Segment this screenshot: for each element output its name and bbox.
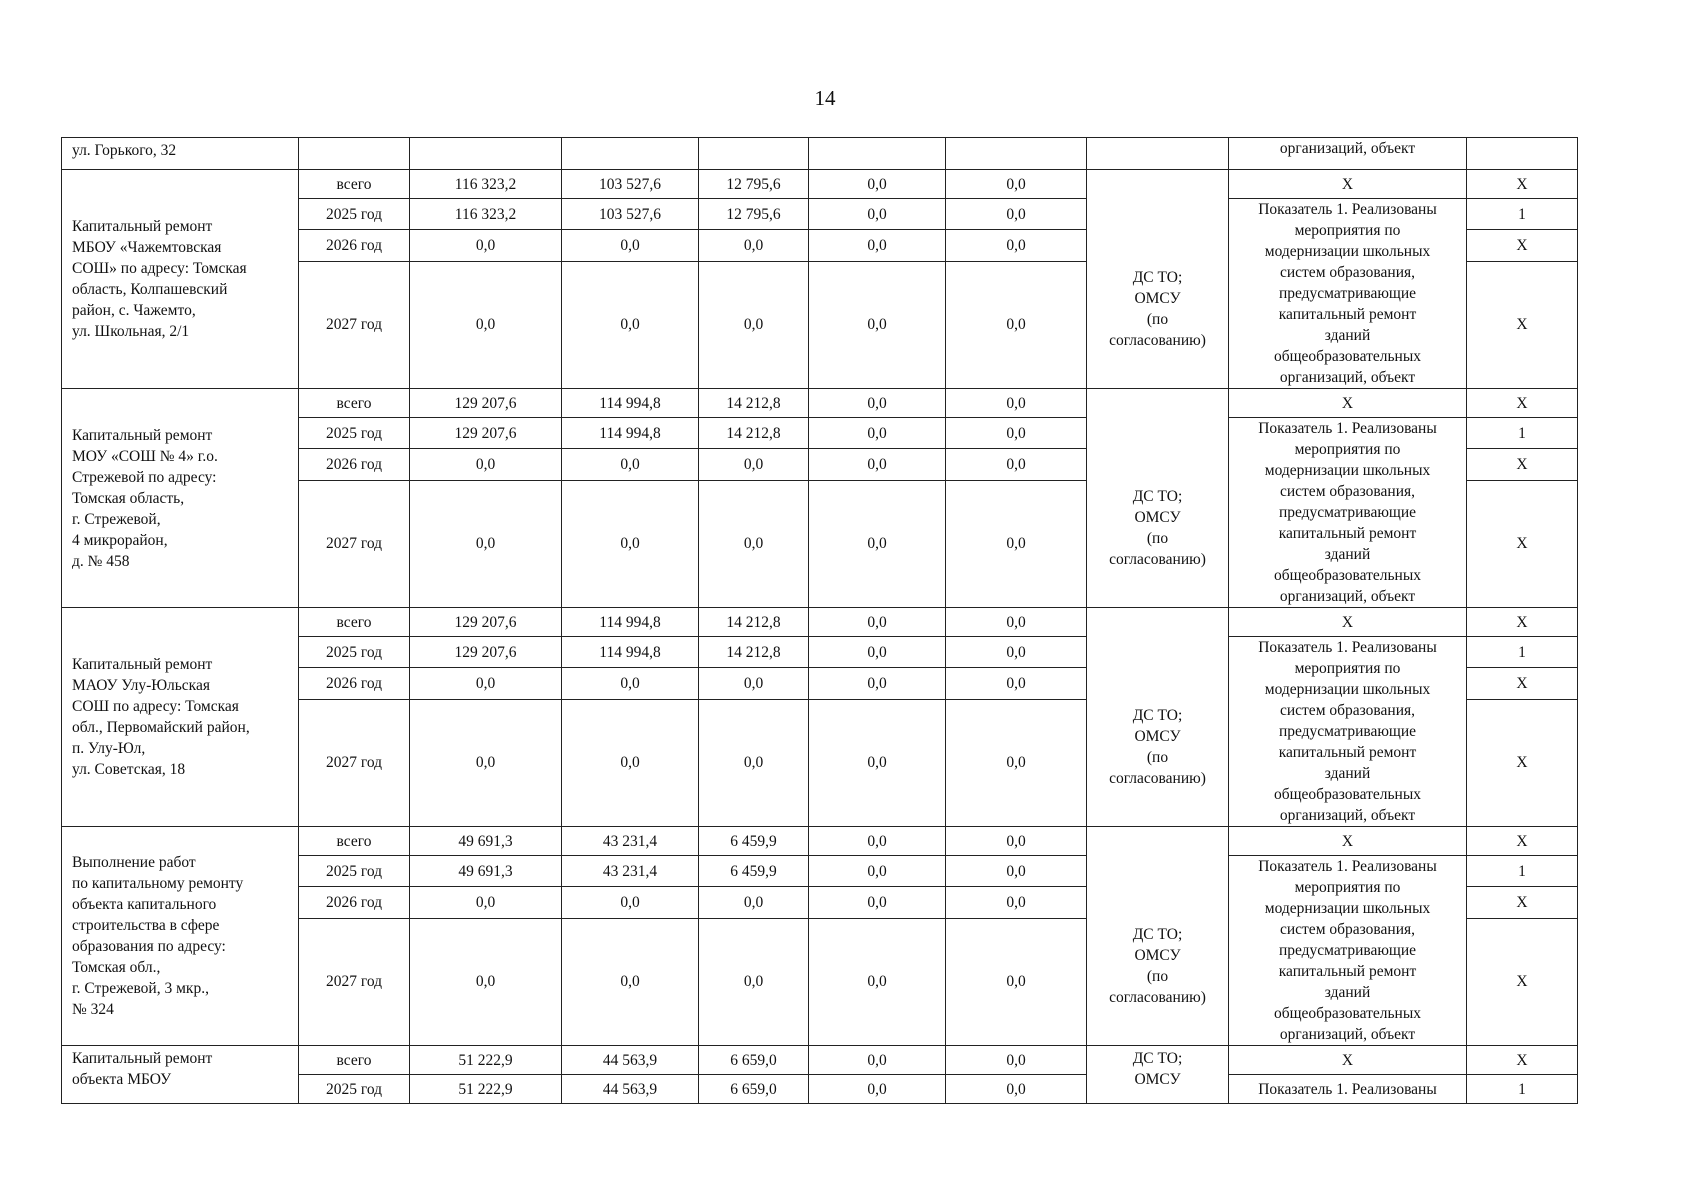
period-cell: 2025 год (299, 637, 410, 668)
amount-cell-4: 0,0 (809, 637, 946, 668)
amount-cell-2: 114 994,8 (562, 637, 699, 668)
amount-cell-4: 0,0 (809, 668, 946, 699)
cell-line: ОМСУ (1134, 947, 1181, 964)
amount-cell-3: 6 459,9 (699, 827, 809, 856)
amount-cell-2: 114 994,8 (562, 608, 699, 637)
amount-cell-5: 0,0 (946, 480, 1087, 607)
cell-line: Томская область, (72, 489, 185, 507)
cell-line: согласованию) (1109, 332, 1206, 349)
indicator-value-cell: X (1467, 261, 1578, 388)
cell-line: организаций, объект (1279, 588, 1416, 605)
cell-line: ОМСУ (1134, 1071, 1181, 1088)
cell-line: капитальный ремонт (1278, 963, 1417, 980)
indicator-value-cell: X (1467, 480, 1578, 607)
cell-line: организаций, объект (1279, 1026, 1416, 1043)
indicator-cell: X (1229, 608, 1467, 637)
amount-cell-1: 116 323,2 (410, 199, 562, 230)
indicator-cell: X (1229, 170, 1467, 199)
indicator-value-cell: X (1467, 699, 1578, 826)
amount-cell-5: 0,0 (946, 389, 1087, 418)
empty-cell (1467, 138, 1578, 170)
object-name-cell (62, 608, 299, 827)
amount-cell-2: 114 994,8 (562, 418, 699, 449)
cell-line: зданий (1324, 327, 1371, 344)
cell-line: ДС ТО; (1132, 1050, 1183, 1067)
cell-line: согласованию) (1109, 770, 1206, 787)
object-name-cell (62, 170, 299, 389)
cell-line: общеобразовательных (1273, 567, 1421, 584)
responsible-cell (1087, 1046, 1229, 1104)
empty-cell (562, 138, 699, 170)
cell-line: общеобразовательных (1273, 348, 1421, 365)
indicator-value-cell: 1 (1467, 199, 1578, 230)
indicator-value-cell: 1 (1467, 1075, 1578, 1104)
amount-cell-2: 0,0 (562, 887, 699, 918)
cell-line: зданий (1324, 546, 1371, 563)
amount-cell-2: 103 527,6 (562, 170, 699, 199)
cell-line: общеобразовательных (1273, 1005, 1421, 1022)
empty-cell (1087, 138, 1229, 170)
table-row (62, 1046, 1578, 1075)
cell-line: мероприятия по (1294, 222, 1401, 239)
cell-line: предусматривающие (1278, 942, 1417, 959)
indicator-value-cell: X (1467, 1046, 1578, 1075)
cell-line: 4 микрорайон, (72, 531, 168, 549)
indicator-value-cell: 1 (1467, 637, 1578, 668)
period-cell: 2025 год (299, 418, 410, 449)
cell-line: зданий (1324, 984, 1371, 1001)
amount-cell-3: 14 212,8 (699, 418, 809, 449)
amount-cell-3: 0,0 (699, 887, 809, 918)
cell-line: ДС ТО; (1132, 269, 1183, 286)
cell-line: Показатель 1. Реализованы (1258, 420, 1437, 437)
cell-line: систем образования, (1279, 264, 1416, 281)
cell-line: Показатель 1. Реализованы (1258, 201, 1437, 218)
amount-cell-3: 0,0 (699, 668, 809, 699)
responsible-cell (1087, 827, 1229, 1046)
cell-line: Показатель 1. Реализованы (1258, 639, 1437, 656)
cell-line: (по (1146, 530, 1169, 547)
table-row (62, 827, 1578, 856)
amount-cell-4: 0,0 (809, 856, 946, 887)
amount-cell-5: 0,0 (946, 418, 1087, 449)
amount-cell-3: 12 795,6 (699, 170, 809, 199)
amount-cell-1: 0,0 (410, 449, 562, 480)
cell-line: Томская обл., (72, 959, 161, 976)
cell-line: ДС ТО; (1132, 926, 1183, 943)
period-cell: 2025 год (299, 199, 410, 230)
period-cell: 2026 год (299, 887, 410, 918)
indicator-value-cell: X (1467, 918, 1578, 1045)
object-name-cell (62, 827, 299, 1046)
amount-cell-2: 44 563,9 (562, 1046, 699, 1075)
cell-line: Стрежевой по адресу: (72, 468, 217, 486)
amount-cell-1: 51 222,9 (410, 1046, 562, 1075)
cell-line: модернизации школьных (1264, 681, 1431, 698)
cell-line: Капитальный ремонт (72, 218, 213, 235)
cell-line: зданий (1324, 765, 1371, 782)
cell-line: д. № 458 (72, 552, 130, 570)
indicator-value-cell: 1 (1467, 418, 1578, 449)
cell-line: модернизации школьных (1264, 243, 1431, 260)
cell-line: г. Стрежевой, (72, 510, 161, 528)
cell-line: район, с. Чажемто, (72, 302, 196, 319)
amount-cell-3: 0,0 (699, 699, 809, 826)
cell-line: организаций, объект (1279, 369, 1416, 386)
cell-line: Капитальный ремонт (72, 656, 213, 673)
table-row (62, 138, 1578, 170)
cell-line: Выполнение работ (72, 854, 196, 871)
amount-cell-4: 0,0 (809, 480, 946, 607)
cell-line: МАОУ Улу-Юльская (72, 677, 210, 694)
cell-line: предусматривающие (1278, 285, 1417, 302)
amount-cell-2: 0,0 (562, 480, 699, 607)
indicator-cell: X (1229, 1046, 1467, 1075)
cell-line: капитальный ремонт (1278, 525, 1417, 542)
table-body (62, 138, 1578, 1104)
period-cell: всего (299, 608, 410, 637)
cell-line: (по (1146, 968, 1169, 985)
amount-cell-5: 0,0 (946, 230, 1087, 261)
amount-cell-2: 0,0 (562, 230, 699, 261)
cell-line: СОШ по адресу: Томская (72, 698, 239, 715)
period-cell: 2027 год (299, 918, 410, 1045)
amount-cell-1: 0,0 (410, 480, 562, 607)
amount-cell-3: 6 659,0 (699, 1046, 809, 1075)
table-row (62, 170, 1578, 199)
amount-cell-1: 51 222,9 (410, 1075, 562, 1104)
amount-cell-2: 0,0 (562, 449, 699, 480)
amount-cell-1: 116 323,2 (410, 170, 562, 199)
indicator-cell: Показатель 1. Реализованы (1229, 1075, 1467, 1104)
amount-cell-5: 0,0 (946, 170, 1087, 199)
table-row (62, 389, 1578, 418)
period-cell: всего (299, 389, 410, 418)
amount-cell-1: 129 207,6 (410, 418, 562, 449)
amount-cell-4: 0,0 (809, 170, 946, 199)
cell-line: согласованию) (1109, 551, 1206, 568)
cell-line: объекта МБОУ (72, 1071, 172, 1088)
continued-name-cell: ул. Горького, 32 (62, 138, 299, 170)
amount-cell-1: 49 691,3 (410, 856, 562, 887)
indicator-value-cell: X (1467, 668, 1578, 699)
period-cell: 2027 год (299, 699, 410, 826)
amount-cell-4: 0,0 (809, 389, 946, 418)
empty-cell (410, 138, 562, 170)
amount-cell-1: 0,0 (410, 887, 562, 918)
cell-line: систем образования, (1279, 921, 1416, 938)
amount-cell-3: 12 795,6 (699, 199, 809, 230)
indicator-value-cell: X (1467, 608, 1578, 637)
indicator-cell: X (1229, 389, 1467, 418)
cell-line: строительства в сфере (72, 917, 220, 934)
amount-cell-4: 0,0 (809, 1046, 946, 1075)
cell-line: систем образования, (1279, 483, 1416, 500)
amount-cell-2: 103 527,6 (562, 199, 699, 230)
amount-cell-4: 0,0 (809, 827, 946, 856)
responsible-cell (1087, 170, 1229, 389)
amount-cell-3: 0,0 (699, 480, 809, 607)
amount-cell-4: 0,0 (809, 261, 946, 388)
amount-cell-5: 0,0 (946, 199, 1087, 230)
period-cell: 2027 год (299, 480, 410, 607)
cell-line: МБОУ «Чажемтовская (72, 239, 222, 256)
amount-cell-5: 0,0 (946, 918, 1087, 1045)
indicator-cell: X (1229, 827, 1467, 856)
cell-line: образования по адресу: (72, 938, 226, 955)
cell-line: предусматривающие (1278, 723, 1417, 740)
object-name-cell (62, 389, 299, 608)
period-cell: 2026 год (299, 668, 410, 699)
cell-line: ОМСУ (1134, 509, 1181, 526)
amount-cell-4: 0,0 (809, 699, 946, 826)
empty-cell (946, 138, 1087, 170)
amount-cell-1: 0,0 (410, 261, 562, 388)
cell-line: МОУ «СОШ № 4» г.о. (72, 447, 218, 465)
amount-cell-5: 0,0 (946, 699, 1087, 826)
object-name-cell (62, 1046, 299, 1104)
cell-line: модернизации школьных (1264, 462, 1431, 479)
cell-line: (по (1146, 749, 1169, 766)
cell-line: ул. Советская, 18 (72, 761, 186, 778)
indicator-value-cell: X (1467, 449, 1578, 480)
cell-line: капитальный ремонт (1278, 306, 1417, 323)
cell-line: обл., Первомайский район, (72, 719, 250, 736)
cell-line: область, Колпашевский (72, 281, 228, 298)
responsible-cell (1087, 389, 1229, 608)
cell-line: организаций, объект (1279, 807, 1416, 824)
indicator-value-cell: X (1467, 389, 1578, 418)
cell-line: п. Улу-Юл, (72, 740, 146, 757)
amount-cell-2: 43 231,4 (562, 827, 699, 856)
program-table (61, 137, 1578, 1104)
amount-cell-1: 0,0 (410, 230, 562, 261)
cell-line: СОШ» по адресу: Томская (72, 260, 247, 277)
empty-cell (299, 138, 410, 170)
amount-cell-3: 14 212,8 (699, 389, 809, 418)
cell-line: общеобразовательных (1273, 786, 1421, 803)
cell-line: Показатель 1. Реализованы (1258, 858, 1437, 875)
amount-cell-1: 0,0 (410, 918, 562, 1045)
amount-cell-4: 0,0 (809, 608, 946, 637)
cell-line: Капитальный ремонт (72, 1050, 213, 1067)
amount-cell-5: 0,0 (946, 668, 1087, 699)
cell-line: ОМСУ (1134, 290, 1181, 307)
amount-cell-5: 0,0 (946, 261, 1087, 388)
amount-cell-1: 0,0 (410, 668, 562, 699)
amount-cell-2: 44 563,9 (562, 1075, 699, 1104)
amount-cell-2: 114 994,8 (562, 389, 699, 418)
amount-cell-2: 0,0 (562, 668, 699, 699)
continued-indicator-cell: организаций, объект (1229, 138, 1467, 170)
cell-line: мероприятия по (1294, 660, 1401, 677)
period-cell: всего (299, 170, 410, 199)
amount-cell-5: 0,0 (946, 449, 1087, 480)
amount-cell-5: 0,0 (946, 827, 1087, 856)
indicator-value-cell: 1 (1467, 856, 1578, 887)
cell-line: № 324 (72, 1001, 114, 1018)
amount-cell-3: 0,0 (699, 230, 809, 261)
page-number: 14 (814, 86, 836, 110)
period-cell: 2025 год (299, 1075, 410, 1104)
indicator-description-cell (1229, 418, 1467, 608)
amount-cell-3: 0,0 (699, 261, 809, 388)
amount-cell-5: 0,0 (946, 1046, 1087, 1075)
responsible-cell (1087, 608, 1229, 827)
period-cell: 2025 год (299, 856, 410, 887)
amount-cell-1: 129 207,6 (410, 637, 562, 668)
indicator-value-cell: X (1467, 170, 1578, 199)
period-cell: 2026 год (299, 449, 410, 480)
indicator-description-cell (1229, 856, 1467, 1046)
amount-cell-2: 0,0 (562, 261, 699, 388)
cell-line: Капитальный ремонт (72, 426, 213, 444)
indicator-description-cell (1229, 637, 1467, 827)
empty-cell (809, 138, 946, 170)
cell-line: предусматривающие (1278, 504, 1417, 521)
amount-cell-4: 0,0 (809, 449, 946, 480)
indicator-value-cell: X (1467, 887, 1578, 918)
cell-line: систем образования, (1279, 702, 1416, 719)
amount-cell-3: 14 212,8 (699, 637, 809, 668)
period-cell: 2026 год (299, 230, 410, 261)
cell-line: модернизации школьных (1264, 900, 1431, 917)
amount-cell-4: 0,0 (809, 1075, 946, 1104)
amount-cell-3: 14 212,8 (699, 608, 809, 637)
amount-cell-5: 0,0 (946, 637, 1087, 668)
amount-cell-1: 0,0 (410, 699, 562, 826)
indicator-value-cell: X (1467, 827, 1578, 856)
cell-line: мероприятия по (1294, 441, 1401, 458)
cell-line: ОМСУ (1134, 728, 1181, 745)
cell-line: ул. Школьная, 2/1 (72, 323, 190, 340)
amount-cell-5: 0,0 (946, 856, 1087, 887)
amount-cell-1: 49 691,3 (410, 827, 562, 856)
amount-cell-1: 129 207,6 (410, 389, 562, 418)
amount-cell-1: 129 207,6 (410, 608, 562, 637)
amount-cell-5: 0,0 (946, 1075, 1087, 1104)
period-cell: всего (299, 1046, 410, 1075)
cell-line: капитальный ремонт (1278, 744, 1417, 761)
cell-line: (по (1146, 311, 1169, 328)
cell-line: ДС ТО; (1132, 488, 1183, 505)
amount-cell-3: 6 659,0 (699, 1075, 809, 1104)
period-cell: 2027 год (299, 261, 410, 388)
indicator-description-cell (1229, 199, 1467, 389)
amount-cell-4: 0,0 (809, 918, 946, 1045)
period-cell: всего (299, 827, 410, 856)
cell-line: по капитальному ремонту (72, 875, 244, 892)
cell-line: объекта капитального (72, 896, 217, 913)
amount-cell-2: 0,0 (562, 699, 699, 826)
indicator-value-cell: X (1467, 230, 1578, 261)
amount-cell-5: 0,0 (946, 608, 1087, 637)
empty-cell (699, 138, 809, 170)
cell-line: согласованию) (1109, 989, 1206, 1006)
amount-cell-4: 0,0 (809, 887, 946, 918)
amount-cell-2: 0,0 (562, 918, 699, 1045)
amount-cell-3: 6 459,9 (699, 856, 809, 887)
amount-cell-4: 0,0 (809, 199, 946, 230)
amount-cell-4: 0,0 (809, 418, 946, 449)
cell-line: мероприятия по (1294, 879, 1401, 896)
amount-cell-3: 0,0 (699, 918, 809, 1045)
cell-line: г. Стрежевой, 3 мкр., (72, 980, 209, 997)
amount-cell-2: 43 231,4 (562, 856, 699, 887)
amount-cell-3: 0,0 (699, 449, 809, 480)
amount-cell-4: 0,0 (809, 230, 946, 261)
table-row (62, 608, 1578, 637)
cell-line: ДС ТО; (1132, 707, 1183, 724)
amount-cell-5: 0,0 (946, 887, 1087, 918)
